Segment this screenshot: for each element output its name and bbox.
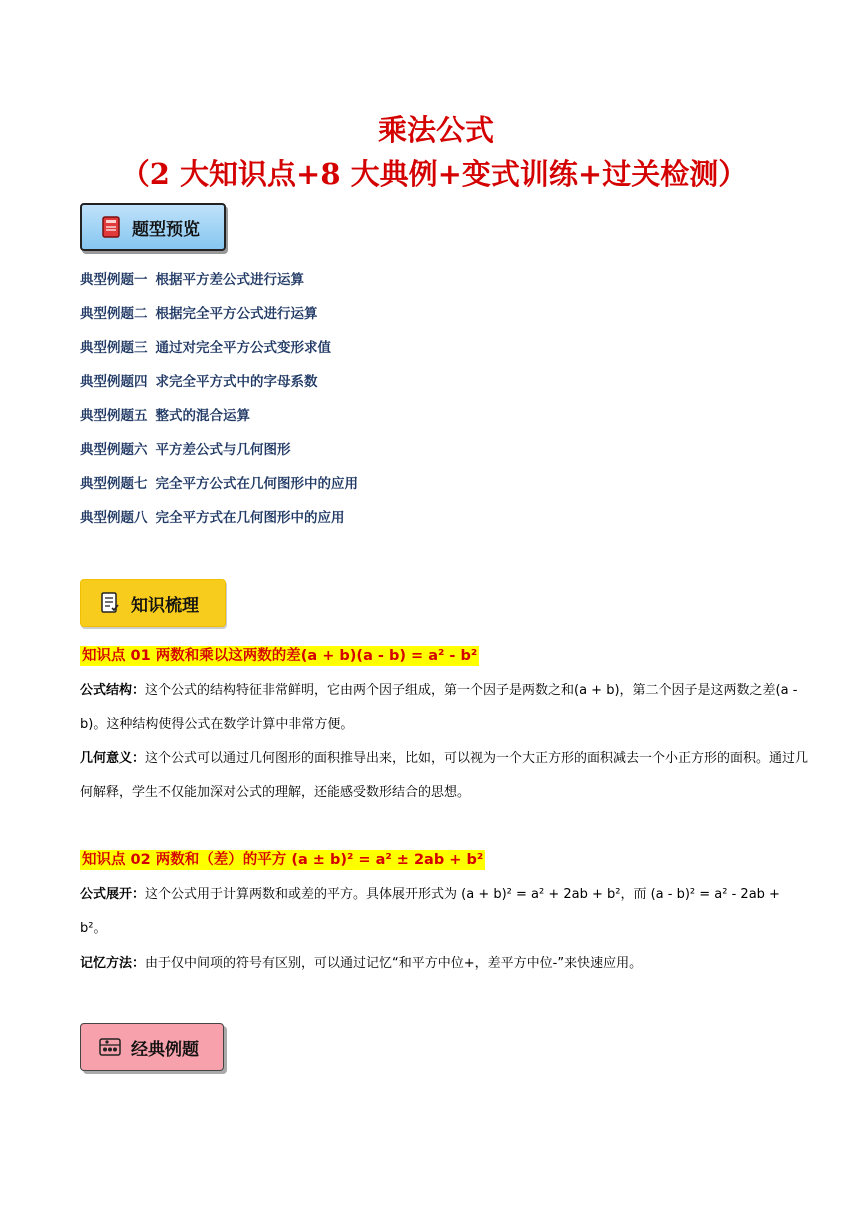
section-badge-label: 经典例题 (131, 1039, 199, 1060)
kp1-geometry-label: 几何意义： (80, 751, 146, 766)
kp1-structure-paragraph: 公式结构：这个公式的结构特征非常鲜明，它由两个因子组成，第一个因子是两数之和(a + b)，第二个因子是这两数之差(a - b)。这种结构使得公式在数学计算中非常方便。 (80, 683, 798, 732)
knowledge-point-2-title: 知识点 02 两数和（差）的平方 (a ± b)² = a² ± 2ab + b² (82, 852, 484, 868)
checklist-icon (99, 591, 121, 615)
toc-item[interactable]: 典型例题一 根据平方差公式进行运算 (80, 272, 304, 288)
kp1-structure-label: 公式结构： (80, 683, 146, 698)
knowledge-point-1-title: 知识点 01 两数和乘以这两数的差(a + b)(a - b) = a² - b² (82, 648, 478, 664)
toc-item[interactable]: 典型例题五 整式的混合运算 (80, 408, 250, 424)
toc-item[interactable]: 典型例题三 通过对完全平方公式变形求值 (80, 340, 331, 356)
section-badge-preview (80, 203, 226, 251)
kp2-memory-label: 记忆方法： (80, 956, 146, 971)
toc-item[interactable]: 典型例题四 求完全平方式中的字母系数 (80, 374, 318, 390)
section-badge-knowledge (80, 579, 226, 627)
page-title: 乘法公式 (377, 113, 494, 147)
section-badge-label: 知识梳理 (131, 595, 199, 616)
section-badge-label: 题型预览 (132, 219, 200, 240)
abacus-icon (99, 1035, 121, 1059)
kp1-geometry-paragraph: 几何意义：这个公式可以通过几何图形的面积推导出来，比如，可以视为一个大正方形的面积减去一个小正方形的面积。通过几何解释，学生不仅能加深对公式的理解，还能感受数形结合的思想。 (80, 751, 809, 800)
toc-item[interactable]: 典型例题六 平方差公式与几何图形 (80, 442, 291, 458)
book-icon (100, 215, 122, 239)
kp2-expand-label: 公式展开： (80, 887, 146, 902)
toc-list (80, 269, 358, 541)
kp2-memory-paragraph: 记忆方法：由于仅中间项的符号有区别，可以通过记忆“和平方中位+，差平方中位-”来快速应用。 (80, 956, 643, 971)
section-badge-examples (80, 1023, 224, 1071)
kp2-expand-paragraph: 公式展开：这个公式用于计算两数和或差的平方。具体展开形式为 (a + b)² = a² + 2ab + b²，而 (a - b)² = a² - 2ab + b²。 (80, 887, 780, 936)
page-subtitle: （2 大知识点+8 大典例+变式训练+过关检测） (120, 157, 748, 191)
toc-item[interactable]: 典型例题二 根据完全平方公式进行运算 (80, 306, 318, 322)
toc-item[interactable]: 典型例题七 完全平方公式在几何图形中的应用 (80, 476, 358, 492)
toc-item[interactable]: 典型例题八 完全平方式在几何图形中的应用 (80, 510, 345, 526)
